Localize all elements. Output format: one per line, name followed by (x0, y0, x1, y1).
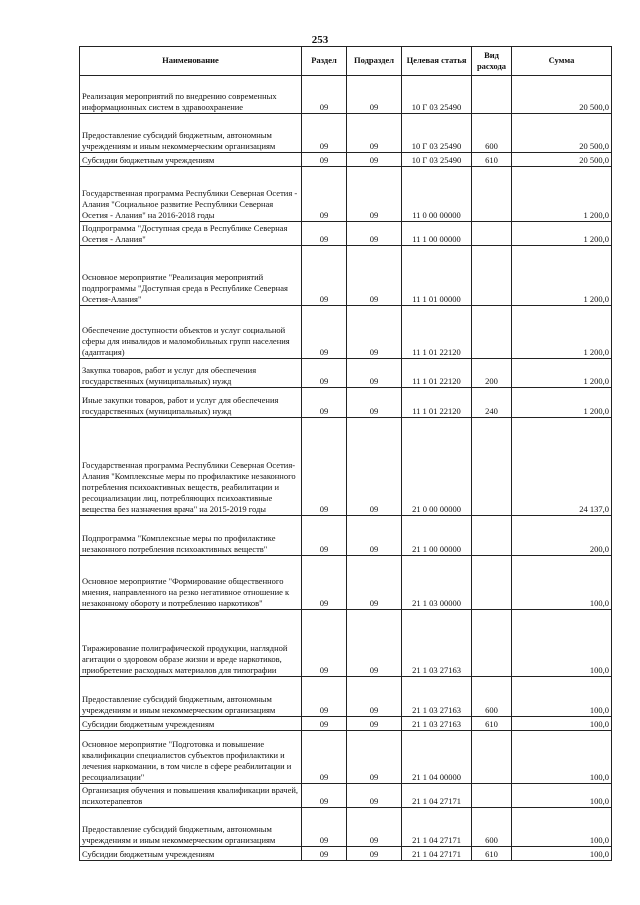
row-subsection-cell: 09 (347, 388, 402, 418)
row-target-cell: 11 0 00 00000 (402, 167, 472, 222)
row-section-cell: 09 (302, 359, 347, 388)
row-name-cell: Субсидии бюджетным учреждениям (80, 717, 302, 731)
row-subsection-cell: 09 (347, 717, 402, 731)
row-name-cell: Основное мероприятие "Подготовка и повышение квалификации специалистов субъектов профилактики и лечения наркомании, в том числе в сфере реабилитации и ресоциализации" (80, 731, 302, 784)
row-subsection-cell: 09 (347, 167, 402, 222)
row-section-cell: 09 (302, 153, 347, 167)
table-row (80, 717, 612, 731)
column-header-expense: Вид расхода (472, 47, 512, 76)
table-row (80, 388, 612, 418)
row-name-cell: Предоставление субсидий бюджетным, автономным учреждениям и иным некоммерческим организациям (80, 114, 302, 153)
row-expense-cell (472, 76, 512, 114)
row-subsection-cell: 09 (347, 222, 402, 246)
row-name-cell: Предоставление субсидий бюджетным, автономным учреждениям и иным некоммерческим организациям (80, 677, 302, 717)
row-subsection-cell: 09 (347, 306, 402, 359)
row-target-cell: 21 1 04 00000 (402, 731, 472, 784)
row-name-cell: Обеспечение доступности объектов и услуг социальной сферы для инвалидов и маломобильных групп населения (адаптация) (80, 306, 302, 359)
row-section-cell: 09 (302, 556, 347, 610)
table-header (80, 47, 612, 76)
row-name-cell: Подпрограмма "Комплексные меры по профилактике незаконного потребления психоактивных веществ" (80, 516, 302, 556)
row-name-cell: Организация обучения и повышения квалификации врачей, психотерапевтов (80, 784, 302, 808)
row-expense-cell (472, 306, 512, 359)
row-target-cell: 21 1 04 27171 (402, 847, 472, 861)
table-row (80, 359, 612, 388)
row-section-cell: 09 (302, 222, 347, 246)
row-expense-cell (472, 516, 512, 556)
row-expense-cell: 610 (472, 847, 512, 861)
table-row (80, 167, 612, 222)
budget-table (79, 46, 612, 861)
row-name-cell: Тиражирование полиграфической продукции, наглядной агитации о здоровом образе жизни и вреде наркотиков, приобретение расходных материалов для типографии (80, 610, 302, 677)
row-name-cell: Основное мероприятие "Реализация мероприятий подпрограммы "Доступная среда в Республике Северная Осетия-Алания" (80, 246, 302, 306)
table-row (80, 246, 612, 306)
row-name-cell: Закупка товаров, работ и услуг для обеспечения государственных (муниципальных) нужд (80, 359, 302, 388)
table-row (80, 731, 612, 784)
row-amount-cell: 24 137,0 (512, 418, 612, 516)
row-target-cell: 21 1 00 00000 (402, 516, 472, 556)
row-subsection-cell: 09 (347, 76, 402, 114)
row-amount-cell: 20 500,0 (512, 76, 612, 114)
row-target-cell: 21 1 04 27171 (402, 784, 472, 808)
row-expense-cell: 600 (472, 114, 512, 153)
row-amount-cell: 100,0 (512, 731, 612, 784)
row-amount-cell: 20 500,0 (512, 114, 612, 153)
row-section-cell: 09 (302, 114, 347, 153)
row-amount-cell: 1 200,0 (512, 359, 612, 388)
row-amount-cell: 100,0 (512, 610, 612, 677)
row-subsection-cell: 09 (347, 808, 402, 847)
row-amount-cell: 1 200,0 (512, 246, 612, 306)
row-section-cell: 09 (302, 167, 347, 222)
row-target-cell: 11 1 01 22120 (402, 359, 472, 388)
row-subsection-cell: 09 (347, 418, 402, 516)
column-header-subsection: Подраздел (347, 47, 402, 76)
table-row (80, 516, 612, 556)
row-amount-cell: 100,0 (512, 808, 612, 847)
table-row (80, 784, 612, 808)
row-subsection-cell: 09 (347, 516, 402, 556)
row-subsection-cell: 09 (347, 359, 402, 388)
row-target-cell: 21 1 04 27171 (402, 808, 472, 847)
row-section-cell: 09 (302, 246, 347, 306)
row-expense-cell (472, 418, 512, 516)
row-section-cell: 09 (302, 388, 347, 418)
row-target-cell: 21 1 03 27163 (402, 717, 472, 731)
row-target-cell: 21 0 00 00000 (402, 418, 472, 516)
row-amount-cell: 1 200,0 (512, 388, 612, 418)
row-target-cell: 10 Г 03 25490 (402, 153, 472, 167)
row-name-cell: Иные закупки товаров, работ и услуг для обеспечения государственных (муниципальных) нужд (80, 388, 302, 418)
row-amount-cell: 200,0 (512, 516, 612, 556)
row-expense-cell (472, 246, 512, 306)
row-name-cell: Государственная программа Республики Северная Осетия - Алания "Социальное развитие Республики Северная Осетия - Алания" на 2016-2018 годы (80, 167, 302, 222)
table-row (80, 222, 612, 246)
row-amount-cell: 1 200,0 (512, 306, 612, 359)
row-subsection-cell: 09 (347, 677, 402, 717)
column-header-section: Раздел (302, 47, 347, 76)
row-amount-cell: 100,0 (512, 556, 612, 610)
table-row (80, 677, 612, 717)
row-expense-cell (472, 222, 512, 246)
row-section-cell: 09 (302, 677, 347, 717)
table-row (80, 153, 612, 167)
row-section-cell: 09 (302, 306, 347, 359)
row-expense-cell (472, 784, 512, 808)
row-target-cell: 21 1 03 00000 (402, 556, 472, 610)
row-amount-cell: 1 200,0 (512, 222, 612, 246)
row-name-cell: Подпрограмма "Доступная среда в Республике Северная Осетия - Алания" (80, 222, 302, 246)
table-row (80, 847, 612, 861)
row-subsection-cell: 09 (347, 153, 402, 167)
row-target-cell: 10 Г 03 25490 (402, 114, 472, 153)
row-subsection-cell: 09 (347, 784, 402, 808)
row-name-cell: Субсидии бюджетным учреждениям (80, 847, 302, 861)
table-body (80, 76, 612, 861)
table-row (80, 76, 612, 114)
row-name-cell: Предоставление субсидий бюджетным, автономным учреждениям и иным некоммерческим организациям (80, 808, 302, 847)
row-section-cell: 09 (302, 784, 347, 808)
row-name-cell: Основное мероприятие "Формирование общественного мнения, направленного на резко негативное отношение к незаконному обороту и потреблению наркотиков" (80, 556, 302, 610)
column-header-target: Целевая статья (402, 47, 472, 76)
row-name-cell: Государственная программа Республики Северная Осетия-Алания "Комплексные меры по профилактике незаконного потребления психоактивных веществ, реабилитации и ресоциализации лиц, потребляющих психоактивные вещества без назначения врача" на 2015-2019 годы (80, 418, 302, 516)
row-section-cell: 09 (302, 516, 347, 556)
table-row (80, 556, 612, 610)
row-section-cell: 09 (302, 610, 347, 677)
row-target-cell: 21 1 03 27163 (402, 677, 472, 717)
table-row (80, 808, 612, 847)
row-target-cell: 11 1 01 22120 (402, 306, 472, 359)
row-section-cell: 09 (302, 76, 347, 114)
row-amount-cell: 1 200,0 (512, 167, 612, 222)
row-section-cell: 09 (302, 717, 347, 731)
table-row (80, 418, 612, 516)
row-section-cell: 09 (302, 808, 347, 847)
row-expense-cell (472, 731, 512, 784)
row-name-cell: Субсидии бюджетным учреждениям (80, 153, 302, 167)
row-target-cell: 10 Г 03 25490 (402, 76, 472, 114)
row-target-cell: 11 1 01 00000 (402, 246, 472, 306)
row-expense-cell (472, 556, 512, 610)
row-amount-cell: 20 500,0 (512, 153, 612, 167)
row-target-cell: 21 1 03 27163 (402, 610, 472, 677)
row-amount-cell: 100,0 (512, 784, 612, 808)
column-header-name: Наименование (80, 47, 302, 76)
row-subsection-cell: 09 (347, 556, 402, 610)
column-header-amount: Сумма (512, 47, 612, 76)
table-row (80, 610, 612, 677)
table-row (80, 306, 612, 359)
table-row (80, 114, 612, 153)
row-section-cell: 09 (302, 847, 347, 861)
row-subsection-cell: 09 (347, 246, 402, 306)
row-expense-cell: 200 (472, 359, 512, 388)
row-expense-cell: 600 (472, 808, 512, 847)
row-expense-cell: 610 (472, 153, 512, 167)
row-subsection-cell: 09 (347, 847, 402, 861)
row-expense-cell (472, 167, 512, 222)
row-expense-cell (472, 610, 512, 677)
row-subsection-cell: 09 (347, 114, 402, 153)
row-section-cell: 09 (302, 418, 347, 516)
row-expense-cell: 600 (472, 677, 512, 717)
row-amount-cell: 100,0 (512, 717, 612, 731)
row-expense-cell: 240 (472, 388, 512, 418)
row-expense-cell: 610 (472, 717, 512, 731)
row-name-cell: Реализация мероприятий по внедрению современных информационных систем в здравоохранение (80, 76, 302, 114)
row-subsection-cell: 09 (347, 610, 402, 677)
row-amount-cell: 100,0 (512, 847, 612, 861)
row-target-cell: 11 1 00 00000 (402, 222, 472, 246)
row-target-cell: 11 1 01 22120 (402, 388, 472, 418)
page-number: 253 (311, 34, 329, 46)
row-amount-cell: 100,0 (512, 677, 612, 717)
row-subsection-cell: 09 (347, 731, 402, 784)
row-section-cell: 09 (302, 731, 347, 784)
